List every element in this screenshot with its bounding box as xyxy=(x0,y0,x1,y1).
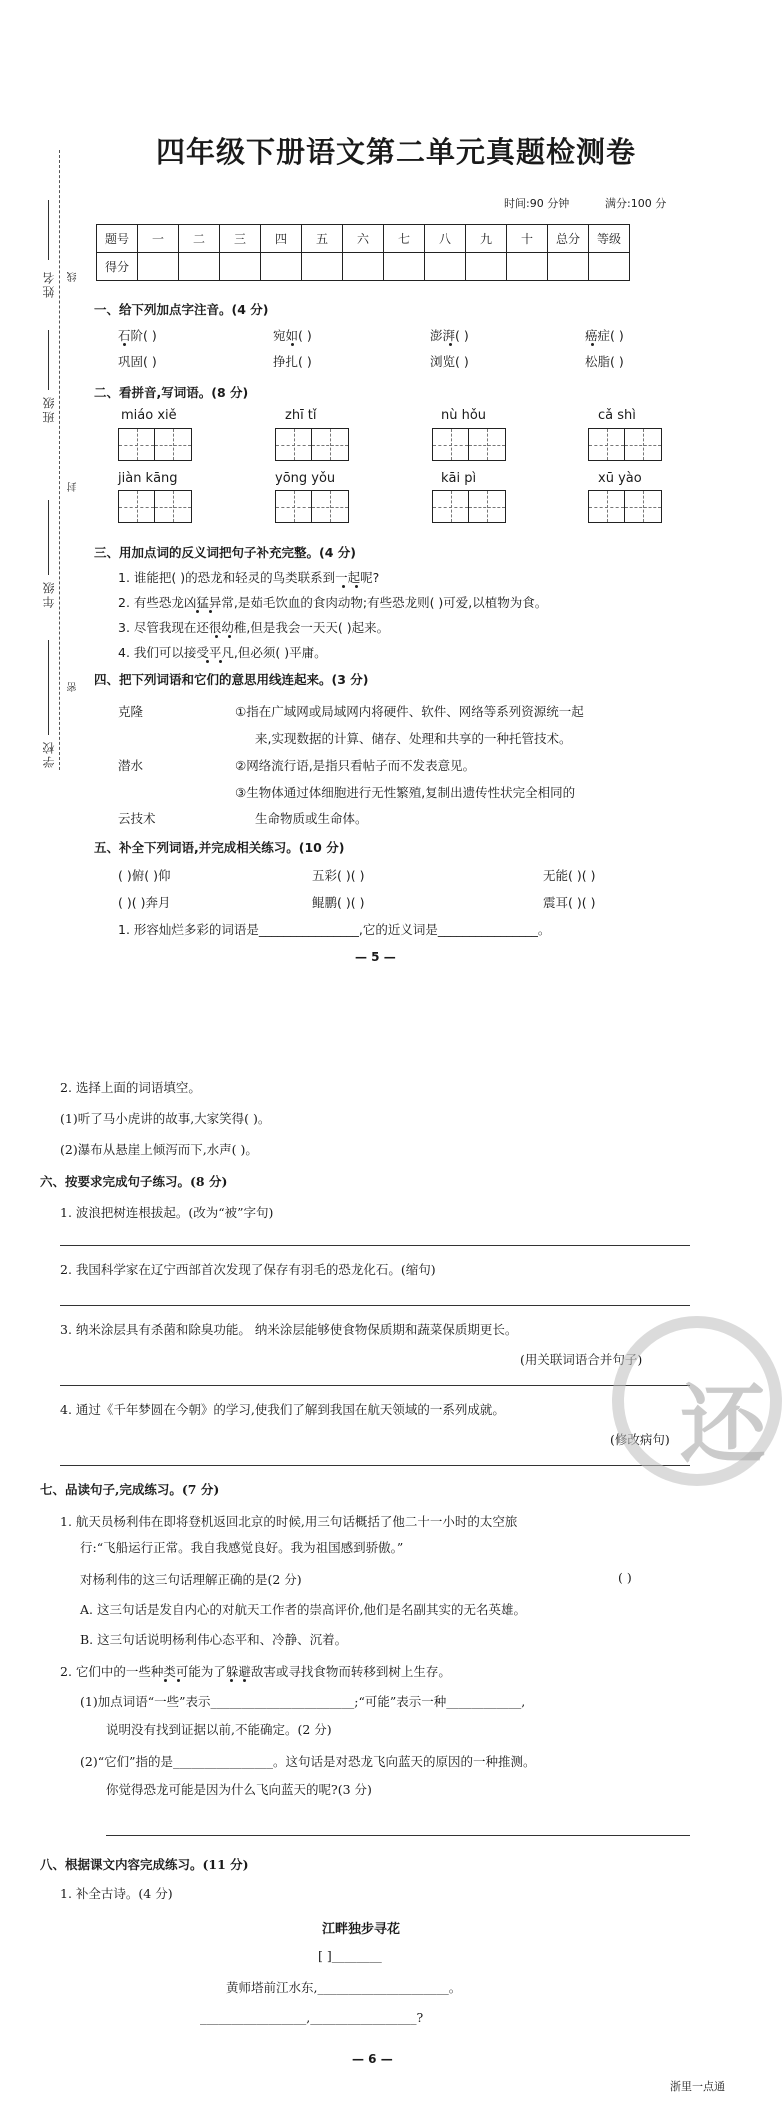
option-b[interactable]: B. 这三句话说明杨利伟心态平和、冷静、沉着。 xyxy=(80,1632,348,1647)
emphasis-dot xyxy=(215,635,218,638)
s4-word[interactable]: 克隆 xyxy=(118,704,144,719)
pinyin-label: kāi pì xyxy=(441,471,477,486)
s4-meaning-cont: 生命物质或生命体。 xyxy=(255,811,368,826)
s5-item: 震耳( )( ) xyxy=(543,895,596,910)
s7-question-2a: (1)加点词语“一些”表示_______________________;“可能”表示一种____________, xyxy=(80,1694,526,1709)
table-cell: 一 xyxy=(138,225,179,253)
writing-grid[interactable] xyxy=(432,490,506,523)
s3-item: 2. 有些恐龙凶猛异常,是茹毛饮血的食肉动物;有些恐龙则( )可爱,以植物为食。 xyxy=(118,595,548,610)
s7-passage-1b: 行:“飞船运行正常。我自我感觉良好。我为祖国感到骄傲。” xyxy=(80,1540,404,1555)
s1-item: 挣扎( ) xyxy=(273,354,312,369)
s4-meaning[interactable]: ②网络流行语,是指只看帖子而不发表意见。 xyxy=(235,758,476,773)
emphasis-dot xyxy=(449,343,452,346)
answer-line[interactable] xyxy=(106,1835,690,1836)
section-7-heading: 七、品读句子,完成练习。(7 分) xyxy=(40,1482,220,1497)
emphasis-dot xyxy=(355,585,358,588)
binding-feng: 封 xyxy=(68,480,79,492)
binding-xian: 线 xyxy=(68,270,79,282)
stamp-character: 还 xyxy=(680,1375,766,1475)
score-input-cell[interactable] xyxy=(220,253,261,281)
poem-title: 江畔独步寻花 xyxy=(322,1922,401,1937)
watermark-text: 浙里一点通 xyxy=(670,2080,725,2093)
writing-grid[interactable] xyxy=(588,428,662,461)
writing-grid[interactable] xyxy=(118,490,192,523)
school-blank xyxy=(48,640,49,735)
s6-question-3: 3. 纳米涂层具有杀菌和除臭功能。 纳米涂层能够使食物保质期和蔬菜保质期更长。 xyxy=(60,1322,518,1337)
s7-question-2c: 你觉得恐龙可能是因为什么飞向蓝天的呢?(3 分) xyxy=(106,1782,372,1797)
emphasis-dot xyxy=(206,660,209,663)
pinyin-label: yōng yǒu xyxy=(275,471,336,486)
pinyin-label: miáo xiě xyxy=(121,408,177,423)
s5-item: ( )俯( )仰 xyxy=(118,868,171,883)
table-cell: 七 xyxy=(384,225,425,253)
writing-grid[interactable] xyxy=(588,490,662,523)
score-input-cell[interactable] xyxy=(261,253,302,281)
table-cell: 等级 xyxy=(589,225,630,253)
section-8-heading: 八、根据课文内容完成练习。(11 分) xyxy=(40,1857,249,1872)
s8-question-1: 1. 补全古诗。(4 分) xyxy=(60,1886,173,1901)
writing-grid[interactable] xyxy=(275,428,349,461)
section-1-heading: 一、给下列加点字注音。(4 分) xyxy=(94,302,269,317)
s4-word[interactable]: 云技术 xyxy=(118,811,156,826)
table-cell: 六 xyxy=(343,225,384,253)
binding-name-label: 姓名 xyxy=(42,270,56,298)
page-title: 四年级下册语文第二单元真题检测卷 xyxy=(155,135,636,169)
s3-item: 4. 我们可以接受平凡,但必须( )平庸。 xyxy=(118,645,327,660)
section-2-heading: 二、看拼音,写词语。(8 分) xyxy=(94,385,249,400)
full-score: 满分:100 分 xyxy=(605,197,667,210)
score-input-cell[interactable] xyxy=(507,253,548,281)
s1-item: 癌症( ) xyxy=(585,328,624,343)
emphasis-dot xyxy=(196,610,199,613)
score-input-cell[interactable] xyxy=(138,253,179,281)
s7-passage-1: 1. 航天员杨利伟在即将登机返回北京的时候,用三句话概括了他二十一小时的太空旅 xyxy=(60,1514,518,1529)
s1-item: 浏览( ) xyxy=(430,354,469,369)
score-table xyxy=(96,224,630,281)
emphasis-dot xyxy=(228,635,231,638)
emphasis-dot xyxy=(591,343,594,346)
score-table-header-row xyxy=(97,225,630,253)
table-cell: 二 xyxy=(179,225,220,253)
table-cell: 三 xyxy=(220,225,261,253)
s1-item: 石阶( ) xyxy=(118,328,157,343)
emphasis-dot xyxy=(164,1679,167,1682)
emphasis-dot xyxy=(342,585,345,588)
emphasis-dot xyxy=(177,1679,180,1682)
emphasis-dot xyxy=(291,343,294,346)
score-input-cell[interactable] xyxy=(343,253,384,281)
option-a[interactable]: A. 这三句话是发自内心的对航天工作者的崇高评价,他们是名副其实的无名英雄。 xyxy=(80,1602,526,1617)
s4-meaning[interactable]: ①指在广域网或局域网内将硬件、软件、网络等系列资源统一起 xyxy=(235,704,584,719)
answer-line[interactable] xyxy=(60,1385,690,1386)
grade-blank xyxy=(48,500,49,575)
s5-question-1: 1. 形容灿烂多彩的词语是________________,它的近义词是________________。 xyxy=(118,922,551,937)
table-cell: 九 xyxy=(466,225,507,253)
score-input-cell[interactable] xyxy=(179,253,220,281)
s1-item: 松脂( ) xyxy=(585,354,624,369)
binding-class-label: 班级 xyxy=(42,395,56,423)
table-cell: 题号 xyxy=(97,225,138,253)
page-number-6: — 6 — xyxy=(352,2052,393,2066)
score-input-cell[interactable] xyxy=(302,253,343,281)
s6-question-4-note: (修改病句) xyxy=(610,1432,670,1447)
writing-grid[interactable] xyxy=(275,490,349,523)
table-cell: 总分 xyxy=(548,225,589,253)
score-input-cell[interactable] xyxy=(589,253,630,281)
poem-line-2[interactable]: _________________,_________________? xyxy=(200,2010,424,2025)
s1-item: 巩固( ) xyxy=(118,354,157,369)
binding-mi: 密 xyxy=(68,680,79,692)
s4-word[interactable]: 潜水 xyxy=(118,758,144,773)
writing-grid[interactable] xyxy=(432,428,506,461)
table-cell: 十 xyxy=(507,225,548,253)
poem-line-1[interactable]: 黄师塔前江水东,_____________________。 xyxy=(226,1980,462,1995)
emphasis-dot xyxy=(243,1679,246,1682)
s3-item: 3. 尽管我现在还很幼稚,但是我会一天天( )起来。 xyxy=(118,620,390,635)
s5-question-2: 2. 选择上面的词语填空。 xyxy=(60,1080,201,1095)
s6-question-3-note: (用关联词语合并句子) xyxy=(520,1352,643,1367)
s7-question-1: 对杨利伟的这三句话理解正确的是(2 分) xyxy=(80,1572,302,1587)
emphasis-dot xyxy=(230,1679,233,1682)
pinyin-label: jiàn kāng xyxy=(118,471,178,486)
score-input-cell[interactable] xyxy=(548,253,589,281)
answer-line[interactable] xyxy=(60,1305,690,1306)
s7-question-2a-cont: 说明没有找到证据以前,不能确定。(2 分) xyxy=(106,1722,332,1737)
s5-item: 鲲鹏( )( ) xyxy=(312,895,365,910)
pinyin-label: zhī tǐ xyxy=(285,408,317,423)
s6-question-4: 4. 通过《千年梦圆在今朝》的学习,使我们了解到我国在航天领域的一系列成就。 xyxy=(60,1402,505,1417)
s5-question-2a: (1)听了马小虎讲的故事,大家笑得( )。 xyxy=(60,1111,271,1126)
s7-passage-2: 2. 它们中的一些种类可能为了躲避敌害或寻找食物而转移到树上生存。 xyxy=(60,1664,451,1679)
binding-school-label: 学校 xyxy=(42,740,56,768)
pinyin-label: nù hǒu xyxy=(441,408,487,423)
binding-line xyxy=(59,150,60,770)
exam-time: 时间:90 分钟 xyxy=(504,197,570,210)
score-input-cell[interactable] xyxy=(384,253,425,281)
score-input-cell[interactable] xyxy=(425,253,466,281)
s1-item: 宛如( ) xyxy=(273,328,312,343)
table-cell: 四 xyxy=(261,225,302,253)
s6-question-1: 1. 波浪把树连根拔起。(改为“被”字句) xyxy=(60,1205,274,1220)
class-blank xyxy=(48,330,49,390)
page-number-5: — 5 — xyxy=(355,950,396,964)
s3-item: 1. 谁能把( )的恐龙和轻灵的鸟类联系到一起呢? xyxy=(118,570,380,585)
poem-author[interactable]: [ ]________ xyxy=(318,1948,382,1963)
s5-question-2b: (2)瀑布从悬崖上倾泻而下,水声( )。 xyxy=(60,1142,258,1157)
table-cell: 五 xyxy=(302,225,343,253)
emphasis-dot xyxy=(209,610,212,613)
section-4-heading: 四、把下列词语和它们的意思用线连起来。(3 分) xyxy=(94,672,369,687)
emphasis-dot xyxy=(219,660,222,663)
answer-parens[interactable]: ( ) xyxy=(618,1570,632,1585)
s1-item: 澎湃( ) xyxy=(430,328,469,343)
s6-question-2: 2. 我国科学家在辽宁西部首次发现了保存有羽毛的恐龙化石。(缩句) xyxy=(60,1262,436,1277)
s4-meaning-cont: 来,实现数据的计算、储存、处理和共享的一种托管技术。 xyxy=(255,731,572,746)
score-table-score-row xyxy=(97,253,630,281)
emphasis-dot xyxy=(123,343,126,346)
writing-grid[interactable] xyxy=(118,428,192,461)
name-blank xyxy=(48,200,49,260)
s5-item: ( )( )奔月 xyxy=(118,895,171,910)
answer-line[interactable] xyxy=(60,1245,690,1246)
s5-item: 无能( )( ) xyxy=(543,868,596,883)
s4-meaning[interactable]: ③生物体通过体细胞进行无性繁殖,复制出遗传性状完全相同的 xyxy=(235,785,576,800)
score-input-cell[interactable] xyxy=(466,253,507,281)
s5-item: 五彩( )( ) xyxy=(312,868,365,883)
s7-question-2b: (2)“它们”指的是________________。这句话是对恐龙飞向蓝天的原因的一种推测。 xyxy=(80,1754,536,1769)
pinyin-label: cǎ shì xyxy=(598,408,636,423)
section-3-heading: 三、用加点词的反义词把句子补充完整。(4 分) xyxy=(94,545,356,560)
answer-line[interactable] xyxy=(60,1465,690,1466)
pinyin-label: xū yào xyxy=(598,471,642,486)
table-cell: 得分 xyxy=(97,253,138,281)
table-cell: 八 xyxy=(425,225,466,253)
binding-grade-label: 年级 xyxy=(42,580,56,608)
section-6-heading: 六、按要求完成句子练习。(8 分) xyxy=(40,1174,228,1189)
section-5-heading: 五、补全下列词语,并完成相关练习。(10 分) xyxy=(94,840,345,855)
